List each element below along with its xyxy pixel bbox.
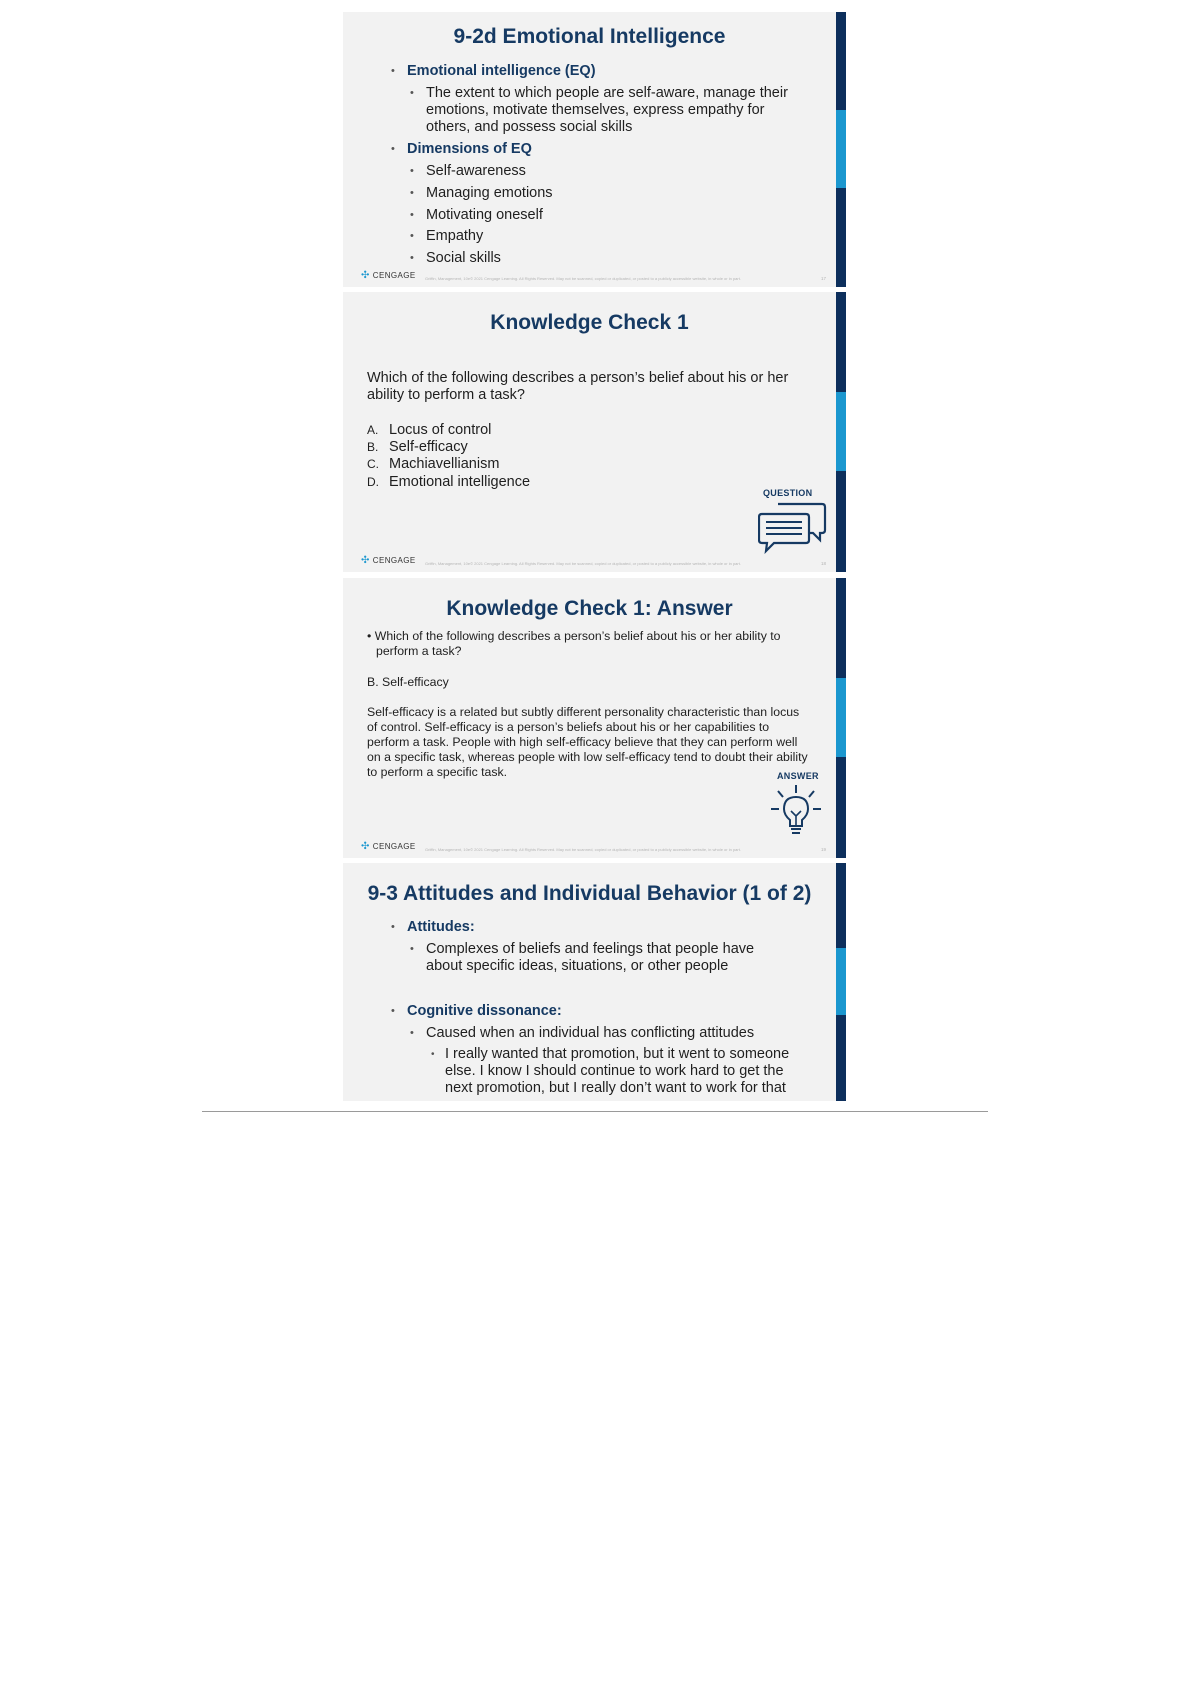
answer-question-text: • Which of the following describes a person’s belief about his or her ability to perform a task? bbox=[367, 629, 781, 658]
slide-knowledge-check-answer bbox=[343, 578, 846, 858]
slide-accent-bar bbox=[836, 12, 846, 287]
slide-emotional-intelligence bbox=[343, 12, 846, 287]
page-divider bbox=[202, 1111, 988, 1112]
slide-title: Knowledge Check 1: Answer bbox=[446, 597, 733, 620]
footer-copyright: Griffin, Management, 10e© 2021 Cengage Learning. All Rights Reserved. May not be scanned, copied or duplicated, or posted to a publicly accessible website, in whole or in part. bbox=[425, 276, 741, 281]
bullet-dissonance-example: • I really wanted that promotion, but it went to someone else. I know I should continue to work hard to get the next promotion, but I really don’t want to work for that bbox=[445, 1046, 789, 1097]
slide-attitudes bbox=[343, 863, 846, 1101]
slide-accent-bar bbox=[836, 578, 846, 858]
answer-choice: B. Self-efficacy bbox=[367, 675, 449, 689]
option-d: D. Emotional intelligence bbox=[367, 474, 531, 490]
bullet-dimensions: • Dimensions of EQ bbox=[407, 141, 532, 158]
bullet-dissonance-definition: • Caused when an individual has conflicting attitudes bbox=[426, 1025, 754, 1042]
answer-explanation: Self-efficacy is a related but subtly different personality characteristic than locus of control. Self-efficacy is a person’s beliefs about his or her capabilities to perform a task. People with high self-efficacy believe that they can perform well on a specific task, whereas people with low self-efficacy tend to doubt their ability to perform a specific task. bbox=[367, 705, 808, 779]
cengage-mark-icon: ✣ bbox=[361, 555, 370, 566]
slide-accent-bar bbox=[836, 863, 846, 1101]
lightbulb-icon bbox=[768, 783, 824, 839]
slide-title: 9-2d Emotional Intelligence bbox=[453, 25, 726, 48]
cengage-logo: ✣ CENGAGE bbox=[361, 270, 416, 281]
bullet-attitudes: • Attitudes: bbox=[407, 919, 475, 936]
answer-badge-label: ANSWER bbox=[777, 771, 819, 781]
page-number: 19 bbox=[821, 847, 827, 852]
dimension-item: • Self-awareness bbox=[426, 163, 526, 180]
cengage-mark-icon: ✣ bbox=[361, 270, 370, 281]
page-number: 17 bbox=[821, 276, 827, 281]
footer-copyright: Griffin, Management, 10e© 2021 Cengage Learning. All Rights Reserved. May not be scanned, copied or duplicated, or posted to a publicly accessible website, in whole or in part. bbox=[425, 847, 741, 852]
page-number: 18 bbox=[821, 561, 827, 566]
bullet-attitudes-definition: • Complexes of beliefs and feelings that people have about specific ideas, situations, or other people bbox=[426, 941, 754, 975]
slide-title: 9-3 Attitudes and Individual Behavior (1 of 2) bbox=[367, 882, 812, 905]
dimension-item: • Social skills bbox=[426, 250, 501, 267]
chat-bubbles-icon bbox=[758, 500, 828, 554]
cengage-logo: ✣ CENGAGE bbox=[361, 555, 416, 566]
bullet-cognitive-dissonance: • Cognitive dissonance: bbox=[407, 1003, 562, 1020]
option-c: C. Machiavellianism bbox=[367, 456, 500, 472]
bullet-eq: • Emotional intelligence (EQ) bbox=[407, 63, 596, 80]
slide-title: Knowledge Check 1 bbox=[490, 311, 689, 334]
option-a: A. Locus of control bbox=[367, 422, 492, 438]
dimension-item: • Managing emotions bbox=[426, 185, 553, 202]
bullet-eq-definition: • The extent to which people are self-aware, manage their emotions, motivate themselves, express empathy for others, and possess social skills bbox=[426, 85, 788, 136]
slide-knowledge-check bbox=[343, 292, 846, 572]
cengage-logo: ✣ CENGAGE bbox=[361, 841, 416, 852]
dimension-item: • Motivating oneself bbox=[426, 207, 543, 224]
slide-accent-bar bbox=[836, 292, 846, 572]
question-text: Which of the following describes a person’s belief about his or her ability to perform a task? bbox=[367, 370, 789, 403]
question-badge-label: QUESTION bbox=[763, 488, 813, 498]
option-b: B. Self-efficacy bbox=[367, 439, 468, 455]
dimension-item: • Empathy bbox=[426, 228, 483, 245]
footer-copyright: Griffin, Management, 10e© 2021 Cengage Learning. All Rights Reserved. May not be scanned, copied or duplicated, or posted to a publicly accessible website, in whole or in part. bbox=[425, 561, 741, 566]
cengage-mark-icon: ✣ bbox=[361, 841, 370, 852]
